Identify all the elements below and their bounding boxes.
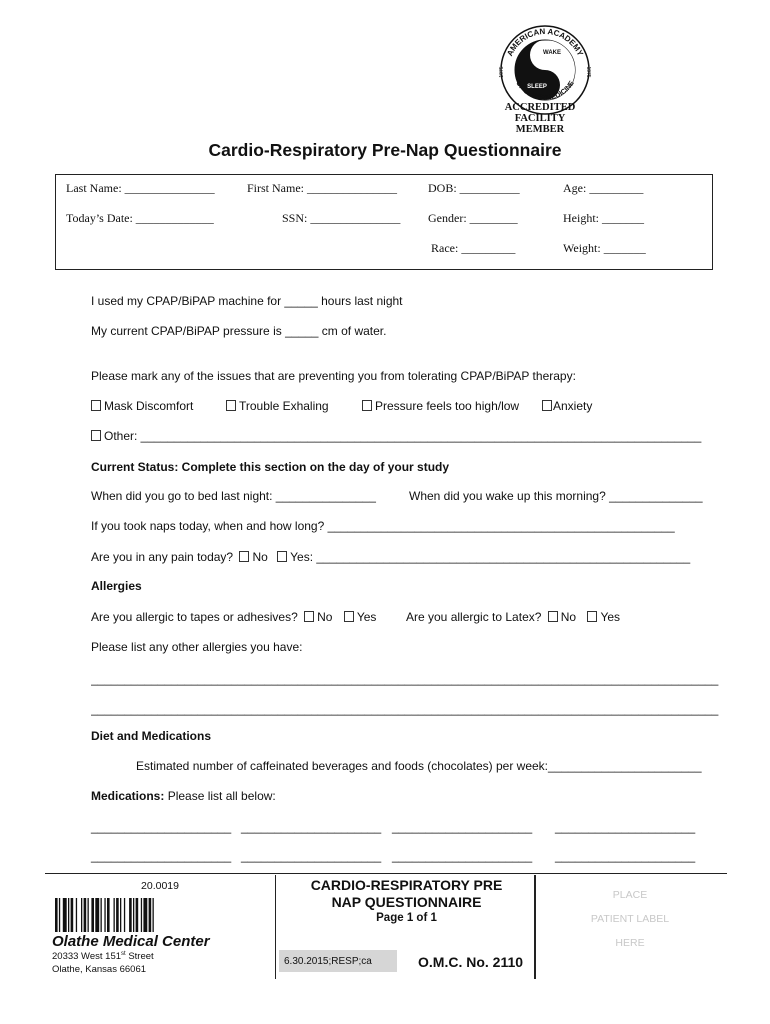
pain-yes-field[interactable]: Yes: ________________________________________________________ — [290, 550, 691, 564]
age-field[interactable]: Age: _________ — [563, 181, 644, 195]
ssn-field[interactable]: SSN: _______________ — [282, 211, 401, 225]
pain-yes-checkbox[interactable] — [277, 551, 287, 562]
omc-number: O.M.C. No. 2110 — [418, 954, 524, 970]
tapes-allergy-row — [91, 610, 376, 624]
medication-blank[interactable]: _____________________ — [241, 849, 382, 863]
barcode-icon — [55, 898, 205, 932]
checkbox[interactable] — [226, 400, 236, 411]
logo-arc-bottom: OF SLEEP MEDICINE — [514, 79, 576, 103]
medication-blank[interactable]: _____________________ — [555, 849, 696, 863]
checkbox[interactable] — [91, 430, 101, 441]
latex-no-checkbox[interactable] — [548, 611, 558, 622]
medications-instructions: Please list all below: — [167, 789, 276, 803]
diet-medications-heading: Diet and Medications — [91, 729, 212, 743]
other-allergies-prompt: Please list any other allergies you have: — [91, 640, 303, 654]
page-title: Cardio-Respiratory Pre-Nap Questionnaire — [208, 140, 562, 160]
pain-question: Are you in any pain today? — [91, 550, 234, 564]
form-title-line: NAP QUESTIONNAIRE — [331, 894, 482, 910]
checkbox[interactable] — [362, 400, 372, 411]
trouble-exhaling-label: Trouble Exhaling — [239, 399, 329, 413]
other-field[interactable]: Other: ____________________________________________________________________________________ — [104, 429, 702, 443]
org-address-line2: Olathe, Kansas 66061 — [52, 964, 147, 975]
logo-caption-line: FACILITY — [514, 113, 566, 124]
first-name-field[interactable]: First Name: _______________ — [247, 181, 397, 195]
address-street: 20333 West 151 — [52, 951, 122, 963]
weight-field[interactable]: Weight: _______ — [563, 241, 646, 255]
form-title-block — [279, 877, 534, 911]
mask-discomfort-label: Mask Discomfort — [104, 399, 194, 413]
trouble-exhaling-option[interactable] — [226, 399, 329, 413]
logo-caption — [500, 102, 580, 135]
medication-blank[interactable]: _____________________ — [555, 820, 696, 834]
revision-text: 6.30.2015;RESP;ca — [284, 956, 372, 967]
patient-label-line: HERE — [615, 937, 645, 949]
org-name: Olathe Medical Center — [52, 933, 210, 950]
allergies-line[interactable]: ______________________________________________________________________________________________ — [91, 702, 719, 716]
cpap-hours-field[interactable]: I used my CPAP/BiPAP machine for _____ hours last night — [91, 294, 403, 308]
tapes-question: Are you allergic to tapes or adhesives? — [91, 610, 298, 624]
gender-field[interactable]: Gender: ________ — [428, 211, 518, 225]
logo-right-mark: 1975 — [585, 66, 591, 78]
address-sup: st — [121, 951, 126, 957]
tapes-yes-checkbox[interactable] — [344, 611, 354, 622]
dob-field[interactable]: DOB: __________ — [428, 181, 520, 195]
page-number: Page 1 of 1 — [376, 912, 437, 924]
checkbox[interactable] — [542, 400, 552, 411]
issues-prompt: Please mark any of the issues that are preventing you from tolerating CPAP/BiPAP therapy: — [91, 369, 576, 383]
footer-divider — [534, 875, 536, 979]
logo-caption-line: ACCREDITED — [504, 102, 576, 113]
race-field[interactable]: Race: _________ — [431, 241, 516, 255]
tapes-yes-label: Yes — [356, 610, 377, 624]
logo-wake: WAKE — [543, 50, 561, 56]
wake-time-field[interactable]: When did you wake up this morning? ______________ — [409, 489, 703, 503]
height-field[interactable]: Height: _______ — [563, 211, 644, 225]
anxiety-label: Anxiety — [553, 399, 593, 413]
latex-yes-checkbox[interactable] — [587, 611, 597, 622]
logo-sleep: SLEEP — [527, 84, 547, 90]
mask-discomfort-option[interactable] — [91, 399, 193, 413]
footer-divider — [45, 873, 727, 874]
patient-label-line: PLACE — [612, 889, 648, 901]
medications-label: Medications: — [91, 789, 165, 803]
logo-arc-top: AMERICAN ACADEMY — [505, 26, 585, 58]
medication-blank[interactable]: _____________________ — [392, 820, 533, 834]
org-address-line1 — [52, 951, 154, 962]
other-option[interactable] — [91, 429, 701, 443]
bedtime-field[interactable]: When did you go to bed last night: _______________ — [91, 489, 376, 503]
medication-blank[interactable]: _____________________ — [91, 849, 232, 863]
latex-question: Are you allergic to Latex? — [406, 610, 542, 624]
anxiety-option[interactable] — [542, 399, 592, 413]
medication-blank[interactable]: _____________________ — [241, 820, 382, 834]
latex-no-label: No — [560, 610, 577, 624]
last-name-field[interactable]: Last Name: _______________ — [66, 181, 215, 195]
medication-blank[interactable]: _____________________ — [392, 849, 533, 863]
caffeine-field[interactable]: Estimated number of caffeinated beverages and foods (chocolates) per week:_______________________ — [136, 759, 702, 773]
allergies-line[interactable]: ______________________________________________________________________________________________ — [91, 672, 719, 686]
latex-yes-label: Yes — [600, 610, 621, 624]
pressure-option[interactable] — [362, 399, 519, 413]
aasm-logo — [495, 20, 595, 115]
current-status-heading: Current Status: Complete this section on the day of your study — [91, 460, 450, 474]
cpap-pressure-field[interactable]: My current CPAP/BiPAP pressure is _____ cm of water. — [91, 324, 387, 338]
medications-row — [91, 789, 276, 803]
address-street-end: Street — [125, 951, 154, 963]
tapes-no-checkbox[interactable] — [304, 611, 314, 622]
logo-caption-line: MEMBER — [515, 124, 565, 135]
medication-blank[interactable]: _____________________ — [91, 820, 232, 834]
pain-no-checkbox[interactable] — [239, 551, 249, 562]
allergies-heading: Allergies — [91, 579, 142, 593]
todays-date-field[interactable]: Today’s Date: _____________ — [66, 211, 214, 225]
pain-row — [91, 550, 690, 564]
form-title-line: CARDIO-RESPIRATORY PRE — [310, 877, 503, 893]
latex-allergy-row — [406, 610, 620, 624]
logo-left-mark: 1975 — [499, 66, 505, 78]
pain-no-label: No — [252, 550, 268, 564]
checkbox[interactable] — [91, 400, 101, 411]
tapes-no-label: No — [317, 610, 333, 624]
form-code: 20.0019 — [141, 880, 179, 892]
patient-label-line: PATIENT LABEL — [590, 913, 670, 925]
pressure-label: Pressure feels too high/low — [375, 399, 520, 413]
naps-field[interactable]: If you took naps today, when and how long? ____________________________________________________ — [91, 519, 675, 533]
